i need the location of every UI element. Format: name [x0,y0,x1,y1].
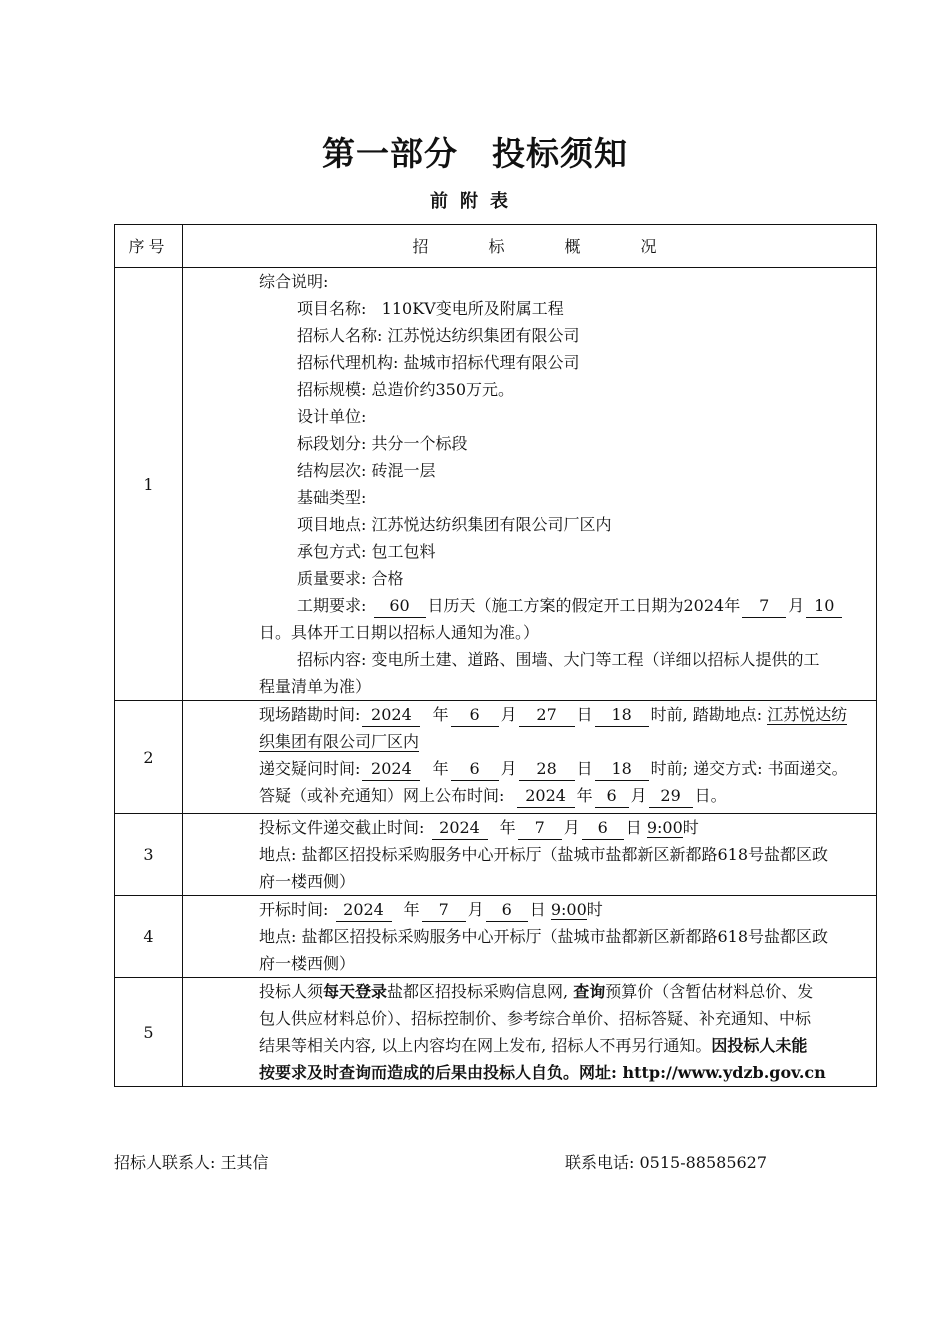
header-char: 况 [640,236,661,256]
info-line: 项目名称: 110KV变电所及附属工程 [297,299,564,318]
table-row [115,896,877,978]
table-row [115,814,877,896]
bid-info-table [114,224,877,1087]
info-line: 招标人名称: 江苏悦达纺织集团有限公司 [297,326,580,345]
info-line: 标段划分: 共分一个标段 [297,434,468,453]
location-line: 地点: 盐都区招投标采购服务中心开标厅（盐城市盐都新区新都路618号盐都区政 [259,845,829,864]
table-row [115,701,877,814]
table-subtitle: 前附表 [430,191,520,212]
info-line: 项目地点: 江苏悦达纺织集团有限公司厂区内 [297,515,612,534]
row1-content [183,268,877,701]
info-line: 结构层次: 砖混一层 [297,461,436,480]
location-line-2: 府一楼西侧） [259,954,356,973]
opening-line: 开标时间: 2024 年 7 月 6 日 9:00时 [259,896,867,923]
notice-line-website: 按要求及时查询而造成的后果由投标人自负。网址: http://www.ydzb.gov.cn [259,1063,826,1082]
content-line: 招标内容: 变电所土建、道路、围墙、大门等工程（详细以招标人提供的工 [297,650,820,669]
notice-line: 投标人须每天登录盐都区招投标采购信息网, 查询预算价（含暂估材料总价、发 [259,982,814,1001]
table-row [115,268,877,701]
row-number: 1 [115,268,183,701]
row2-content [183,701,877,814]
location-line: 地点: 盐都区招投标采购服务中心开标厅（盐城市盐都新区新都路618号盐都区政 [259,927,829,946]
row5-content [183,978,877,1087]
period-line: 工期要求: 60 日历天（施工方案的假定开工日期为2024年 7 月 10 [259,592,867,619]
row-number: 4 [115,896,183,978]
header-overview [183,225,877,268]
info-line: 承包方式: 包工包料 [297,542,436,561]
table-row [115,978,877,1087]
contact-phone: 联系电话: 0515-88585627 [565,1153,768,1172]
row-number: 3 [115,814,183,896]
info-line: 招标规模: 总造价约350万元。 [297,380,515,399]
location-line-2: 府一楼西侧） [259,872,356,891]
content-line-2: 程量清单为准） [259,677,372,696]
row3-content [183,814,877,896]
row-number: 2 [115,701,183,814]
question-line: 递交疑问时间: 2024 年 6 月 28 日 18 时前; 递交方式: 书面递交。 [259,755,867,782]
site-location-line: 织集团有限公司厂区内 [259,732,420,751]
site-visit-line: 现场踏勘时间: 2024 年 6 月 27 日 18 时前, 踏勘地点: 江苏悦达纺 [259,701,867,728]
table-header-row [115,225,877,268]
row-number: 5 [115,978,183,1087]
notice-line: 结果等相关内容, 以上内容均在网上发布, 招标人不再另行通知。因投标人未能 [259,1036,808,1055]
info-line: 设计单位: [297,407,367,426]
contact-person: 招标人联系人: 王其信 [114,1153,269,1172]
info-line: 招标代理机构: 盐城市招标代理有限公司 [297,353,580,372]
answer-line: 答疑（或补充通知）网上公布时间: 2024 年 6 月 29 日。 [259,782,867,809]
header-char: 标 [488,236,509,256]
header-char: 招 [412,236,433,256]
deadline-line: 投标文件递交截止时间: 2024 年 7 月 6 日 9:00时 [259,814,867,841]
header-seq: 序号 [115,225,183,268]
notice-line: 包人供应材料总价）、招标控制价、参考综合单价、招标答疑、补充通知、中标 [259,1009,812,1028]
row4-content [183,896,877,978]
period-line-2: 日。具体开工日期以招标人通知为准。） [259,623,540,642]
overview-heading: 综合说明: [259,272,329,291]
header-char: 概 [564,236,585,256]
info-line: 质量要求: 合格 [297,569,404,588]
info-line: 基础类型: [297,488,367,507]
page-title: 第一部分 投标须知 [322,134,628,173]
